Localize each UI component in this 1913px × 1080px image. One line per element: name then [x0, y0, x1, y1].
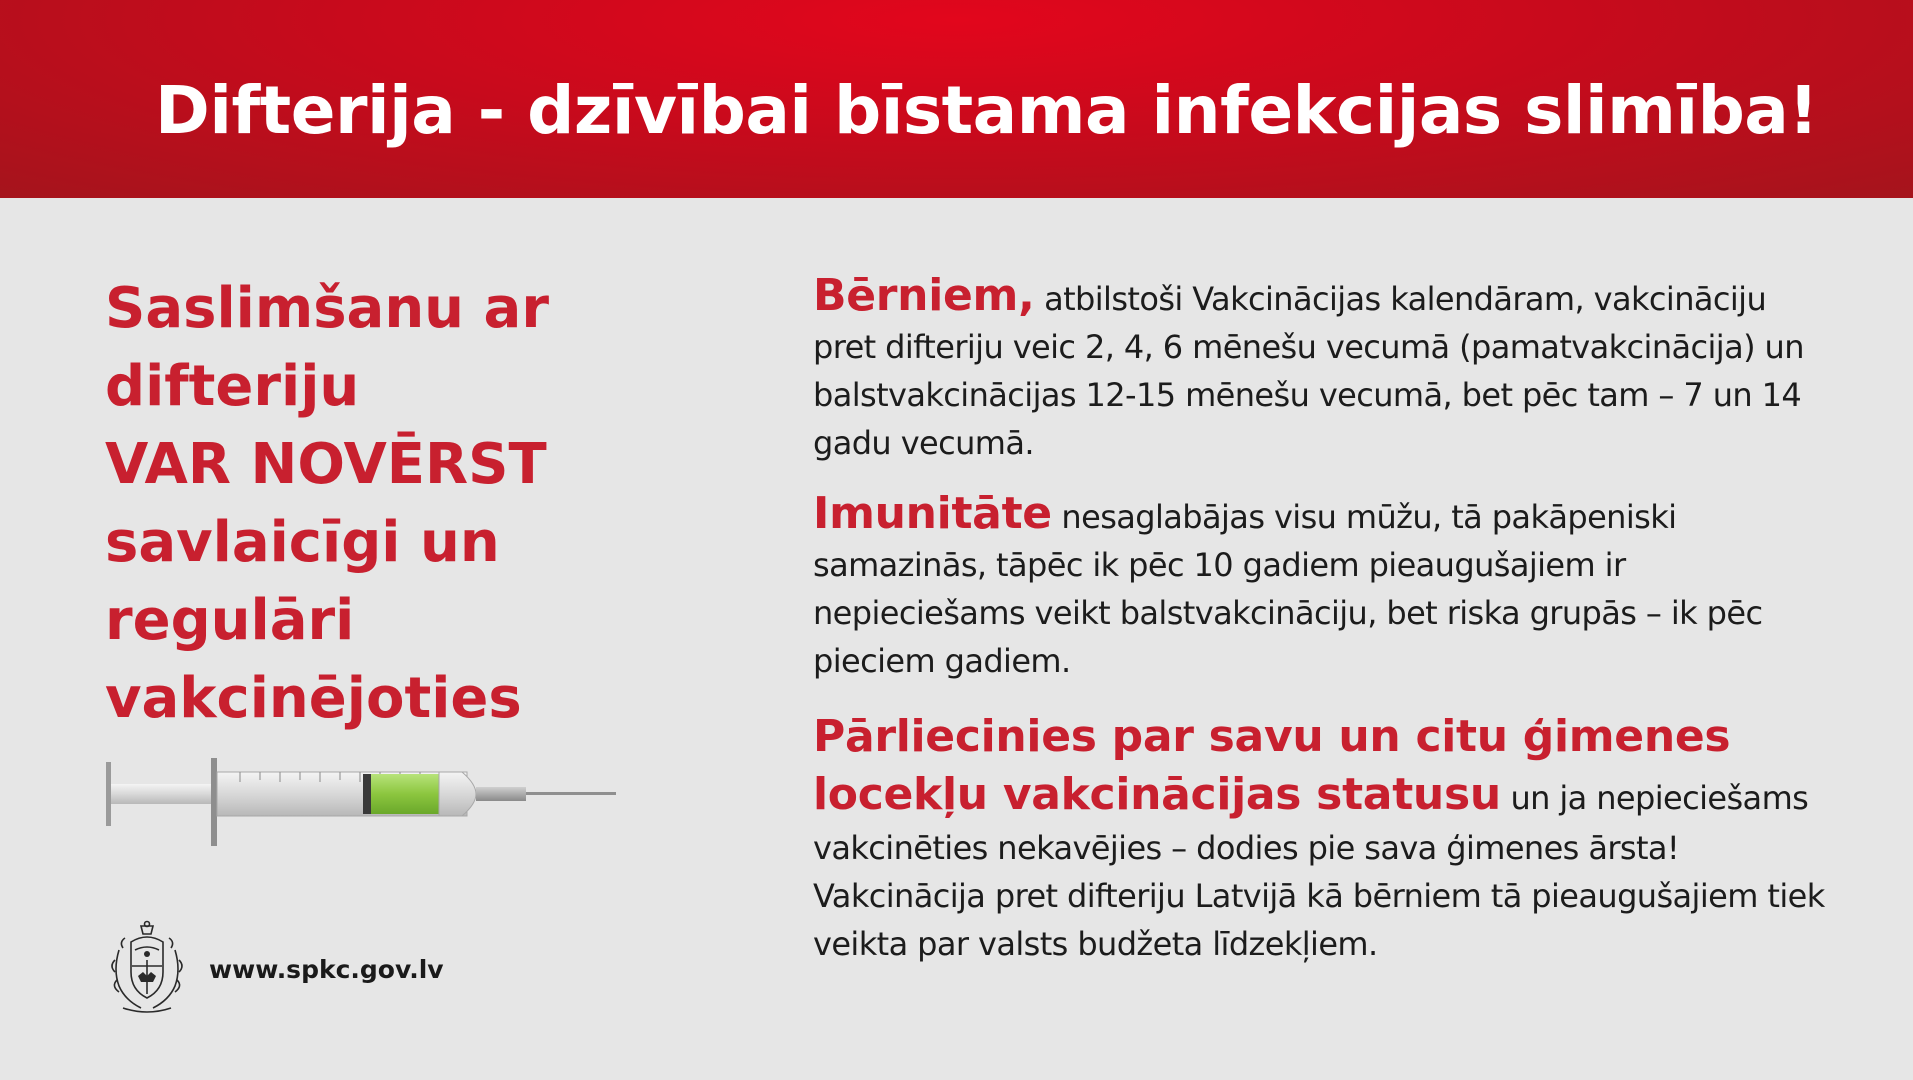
paragraph-text: atbilstoši Vakcinācijas kalendāram, vakcināciju pret difteriju veic 2, 4, 6 mēnešu vecumā (pamatvakcinācija) un balstvakcinācijas 12-15 mēnešu vecumā, bet pēc tam – 7 un 14 gadu vecumā. — [813, 280, 1804, 462]
paragraph-children — [813, 272, 1833, 467]
info-text — [813, 272, 1833, 991]
header-banner — [0, 0, 1913, 198]
heading-line: savlaicīgi un — [105, 510, 500, 575]
paragraph-lead: Imunitāte — [813, 488, 1052, 539]
latvia-coat-of-arms-icon — [105, 920, 189, 1018]
paragraph-check-status — [813, 708, 1833, 968]
heading-line: vakcinējoties — [105, 666, 522, 731]
footer — [105, 920, 444, 1018]
paragraph-text: nesaglabājas visu mūžu, tā pakāpeniski samazinās, tāpēc ik pēc 10 gadiem pieaugušajiem ir nepieciešams veikt balstvakcināciju, bet riska grupās – ik pēc pieciem gadiem. — [813, 498, 1763, 680]
left-heading — [105, 270, 665, 738]
page-title: Difterija - dzīvībai bīstama infekcijas slimība! — [155, 72, 1818, 149]
heading-line: regulāri — [105, 588, 355, 653]
heading-line: difteriju — [105, 354, 360, 419]
heading-line: VAR NOVĒRST — [105, 432, 547, 497]
paragraph-lead: Bērniem, — [813, 270, 1035, 321]
heading-line: Saslimšanu ar — [105, 276, 549, 341]
syringe-icon — [100, 752, 620, 852]
paragraph-lead: Pārliecinies par savu un citu ģimenes locekļu vakcinācijas statusu — [813, 711, 1731, 820]
paragraph-immunity — [813, 490, 1833, 685]
paragraph-text: un ja nepieciešams vakcinēties nekavējies – dodies pie sava ģimenes ārsta! Vakcinācija pret difteriju Latvijā kā bērniem tā pieaugušajiem tiek veikta par valsts budžeta līdzekļiem. — [813, 779, 1825, 963]
website-url: www.spkc.gov.lv — [209, 954, 444, 984]
